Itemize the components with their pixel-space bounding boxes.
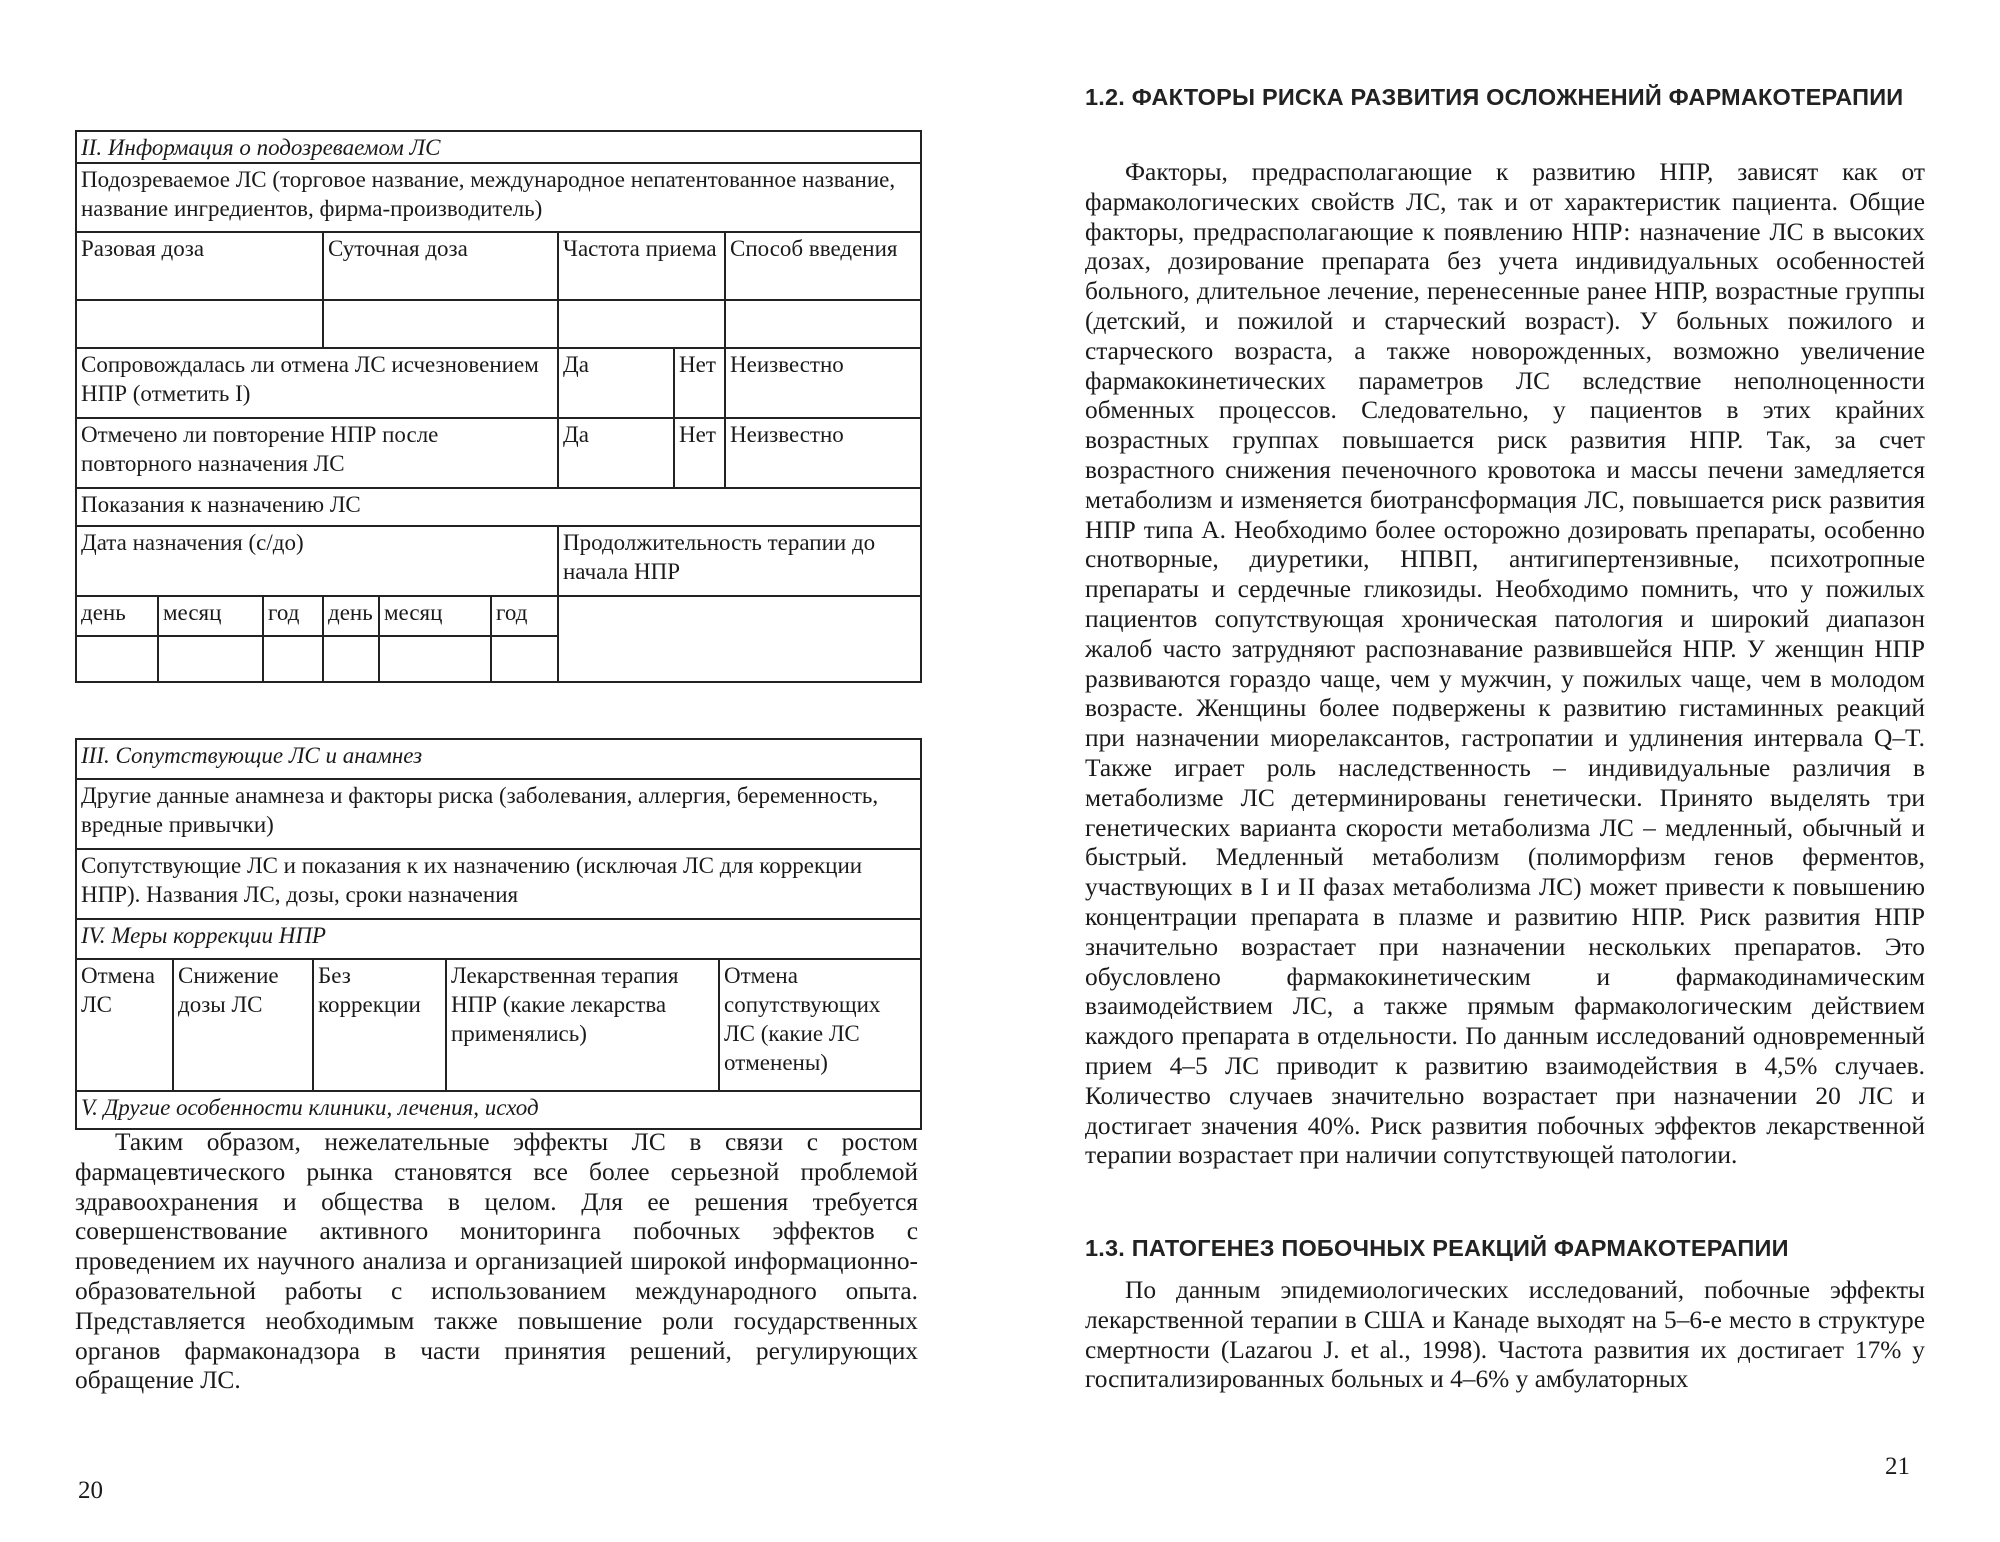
cancel-drug-cell: Отмена ЛС	[76, 959, 173, 1091]
end-year-label: год	[491, 596, 558, 636]
suspected-drug-cell: Подозреваемое ЛС (торговое название, международное непатентованное название, название ингредиентов, фирма-производитель)	[76, 163, 921, 232]
single-dose-header: Разовая доза	[76, 232, 323, 300]
page-number-right: 21	[1885, 1453, 1910, 1480]
section-heading-1-3: 1.3. ПАТОГЕНЕЗ ПОБОЧНЫХ РЕАКЦИЙ ФАРМАКОТЕРАПИИ	[1085, 1235, 1789, 1261]
frequency-header: Частота приема	[558, 232, 725, 300]
section-heading-1-2: 1.2. ФАКТОРЫ РИСКА РАЗВИТИЯ ОСЛОЖНЕНИЙ ФАРМАКОТЕРАПИИ	[1085, 84, 1904, 110]
withdrawal-no: Нет	[674, 348, 725, 418]
repeat-unknown: Неизвестно	[725, 418, 921, 488]
conclusion-paragraph: Таким образом, нежелательные эффекты ЛС в связи с ростом фармацевтического рынка становятся все более серьезной проблемой здравоохранения и общества в целом. Для ее решения требуется совершенствование активного мониторинга побочных эффектов с проведением их научного анализа и организацией широкой информационно-образовательной работы с использованием международного опыта. Представляется необходимым также повышение роли государственных органов фармаконадзора в части принятия решений, регулирующих обращение ЛС.	[75, 1128, 918, 1395]
duration-header: Продолжительность терапии до начала НПР	[558, 526, 921, 596]
daily-dose-header: Суточная доза	[323, 232, 558, 300]
end-day-label: день	[323, 596, 379, 636]
repeat-yes: Да	[558, 418, 674, 488]
section-4-title: IV. Меры коррекции НПР	[76, 919, 921, 959]
risk-factors-paragraph: Факторы, предрасполагающие к развитию НПР, зависят как от фармакологических свойств ЛС, так и от характеристик пациента. Общие факторы, предрасполагающие к появлению НПР: назначение ЛС в высоких дозах, дозирование препарата без учета индивидуальных особенностей больного, длительное лечение, перенесенные ранее НПР, возрастные группы (детский, и пожилой и старческий возраст). У больных пожилого и старческого возраста, а также новорожденных, возможно увеличение фармакокинетических параметров ЛС вследствие неполноценности обменных процессов. Следовательно, у пациентов в этих крайних возрастных группах повышается риск развития НПР. Так, за счет возрастного снижения печеночного кровотока и массы печени замедляется метаболизм и изменяется биотрансформация ЛС, повышается риск развития НПР типа А. Необходимо более осторожно дозировать препараты, особенно снотворные, диуретики, НПВП, антигипертензивные, психотропные препараты и сердечные гликозиды. Необходимо помнить, что у пожилых пациентов сопутствующая хроническая патология и широкий диапазон жалоб часто затрудняют распознавание развившейся НПР. У женщин НПР развиваются гораздо чаще, чем у мужчин, у пожилых чаще, чем в молодом возрасте. Женщины более подвержены к развитию гистаминных реакций при назначении миорелаксантов, гастропатии и удлинения интервала Q–T. Также играет роль наследственность – индивидуальные различия в метаболизме ЛС детерминированы генетически. Принято выделять три генетических варианта скорости метаболизма ЛС – медленный, обычный и быстрый. Медленный метаболизм (полиморфизм генов ферментов, участвующих в I и II фазах метаболизма ЛС) может привести к повышению концентрации препарата в плазме и развитию НПР. Риск развития НПР значительно возрастает при назначении нескольких препаратов. Это обусловлено фармакокинетическим и фармакодинамическим взаимодействием ЛС, а также прямым фармакологическим действием каждого препарата в отдельности. По данным исследований одновременный прием 4–5 ЛС приводит к развитию взаимодействия в 4,5% случаев. Количество случаев значительно возрастает при назначении 20 ЛС и достигает значения 40%. Риск развития побочных эффектов лекарственной терапии возрастает при наличии сопутствующей патологии.	[1085, 158, 1925, 1170]
section-2-title: II. Информация о подозреваемом ЛС	[76, 131, 921, 163]
withdrawal-yes: Да	[558, 348, 674, 418]
pathogenesis-paragraph: По данным эпидемиологических исследований, побочные эффекты лекарственной терапии в США и Канаде выходят на 5–6-е место в структуре смертности (Lazarou J. et al., 1998). Частота развития их достигает 17% у госпитализированных больных и 4–6% у амбулаторных	[1085, 1276, 1925, 1394]
end-month-label: месяц	[379, 596, 491, 636]
drug-therapy-cell: Лекарственная терапия НПР (какие лекарства применялись)	[446, 959, 719, 1091]
section-3-title: III. Сопутствующие ЛС и анамнез	[76, 739, 921, 779]
page-number-left: 20	[78, 1477, 103, 1504]
section-5-title: V. Другие особенности клиники, лечения, исход	[76, 1091, 921, 1129]
withdrawal-unknown: Неизвестно	[725, 348, 921, 418]
concomitant-drugs-cell: Сопутствующие ЛС и показания к их назначению (исключая ЛС для коррекции НПР). Названия ЛС, дозы, сроки назначения	[76, 849, 921, 919]
route-header: Способ введения	[725, 232, 921, 300]
anamnesis-cell: Другие данные анамнеза и факторы риска (заболевания, аллергия, беременность, вредные привычки)	[76, 779, 921, 849]
start-month-label: месяц	[158, 596, 263, 636]
start-year-label: год	[263, 596, 323, 636]
cancel-concomitant-cell: Отмена сопутствующих ЛС (какие ЛС отменены)	[719, 959, 921, 1091]
repeat-no: Нет	[674, 418, 725, 488]
withdrawal-question: Сопровождалась ли отмена ЛС исчезновением НПР (отметить I)	[76, 348, 558, 418]
date-prescribed-header: Дата назначения (с/до)	[76, 526, 558, 596]
start-day-label: день	[76, 596, 158, 636]
dose-reduction-cell: Снижение дозы ЛС	[173, 959, 313, 1091]
repeat-question: Отмечено ли повторение НПР после повторного назначения ЛС	[76, 418, 558, 488]
no-correction-cell: Без коррекции	[313, 959, 446, 1091]
indications-cell: Показания к назначению ЛС	[76, 488, 921, 526]
